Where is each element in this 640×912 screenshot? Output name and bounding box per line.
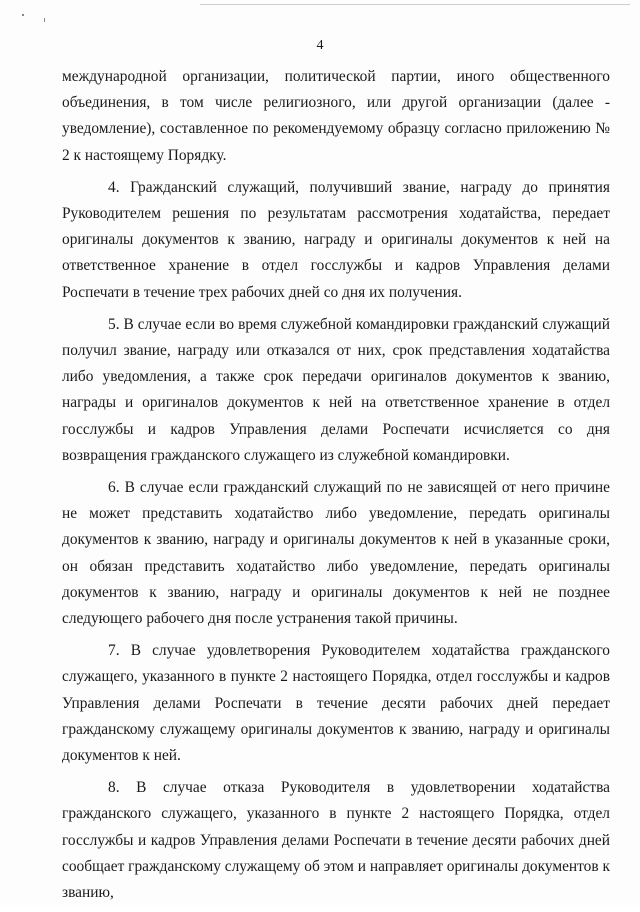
scan-artifact (44, 18, 45, 22)
paragraph-item-6: 6. В случае если гражданский служащий по не зависящей от него причине не может представить ходатайство либо уведомление, передать оригиналы документов к званию, награду и оригиналы документов к ней в указанные сроки, он обязан представить ходатайство либо уведомление, передать оригиналы документов к званию, награду и оригиналы документов к ней не позднее следующего рабочего дня после устранения такой причины. (62, 479, 610, 628)
paragraph-item-7: 7. В случае удовлетворения Руководителем ходатайства гражданского служащего, указанного в пункте 2 настоящего Порядка, отдел госслужбы и кадров Управления делами Роспечати в течение десяти рабочих дней передает гражданскому служащему оригиналы документов к званию, награду и оригиналы документов к ней. (62, 642, 610, 765)
paragraph-item-5: 5. В случае если во время служебной командировки гражданский служащий получил звание, награду или отказался от них, срок представления ходатайства либо уведомления, а также срок передачи оригиналов документов к званию, награды и оригиналов документов к ней на ответственное хранение в отдел госслужбы и кадров Управления делами Роспечати исчисляется со дня возвращения гражданского служащего из служебной командировки. (62, 315, 610, 464)
paragraph-item-8: 8. В случае отказа Руководителя в удовлетворении ходатайства гражданского служащего, указанного в пункте 2 настоящего Порядка, отдел госслужбы и кадров Управления делами Роспечати в течение десяти рабочих дней сообщает гражданскому служащему об этом и направляет оригиналы документов к званию, (62, 779, 610, 902)
scan-artifact (22, 14, 24, 16)
page-number: 4 (316, 38, 324, 53)
scan-artifact (200, 4, 630, 5)
paragraph-item-4: 4. Гражданский служащий, получивший звание, награду до принятия Руководителем решения по результатам рассмотрения ходатайства, передает оригиналы документов к званию, награду и оригиналы документов к ней на ответственное хранение в отдел госслужбы и кадров Управления делами Роспечати в течение трех рабочих дней со дня их получения. (62, 178, 610, 301)
document-body (62, 64, 610, 912)
paragraph-continuation: международной организации, политической партии, иного общественного объединения, в том числе религиозного, или другой организации (далее - уведомление), составленное по рекомендуемому образцу согласно приложению № 2 к настоящему Порядку. (62, 68, 610, 164)
